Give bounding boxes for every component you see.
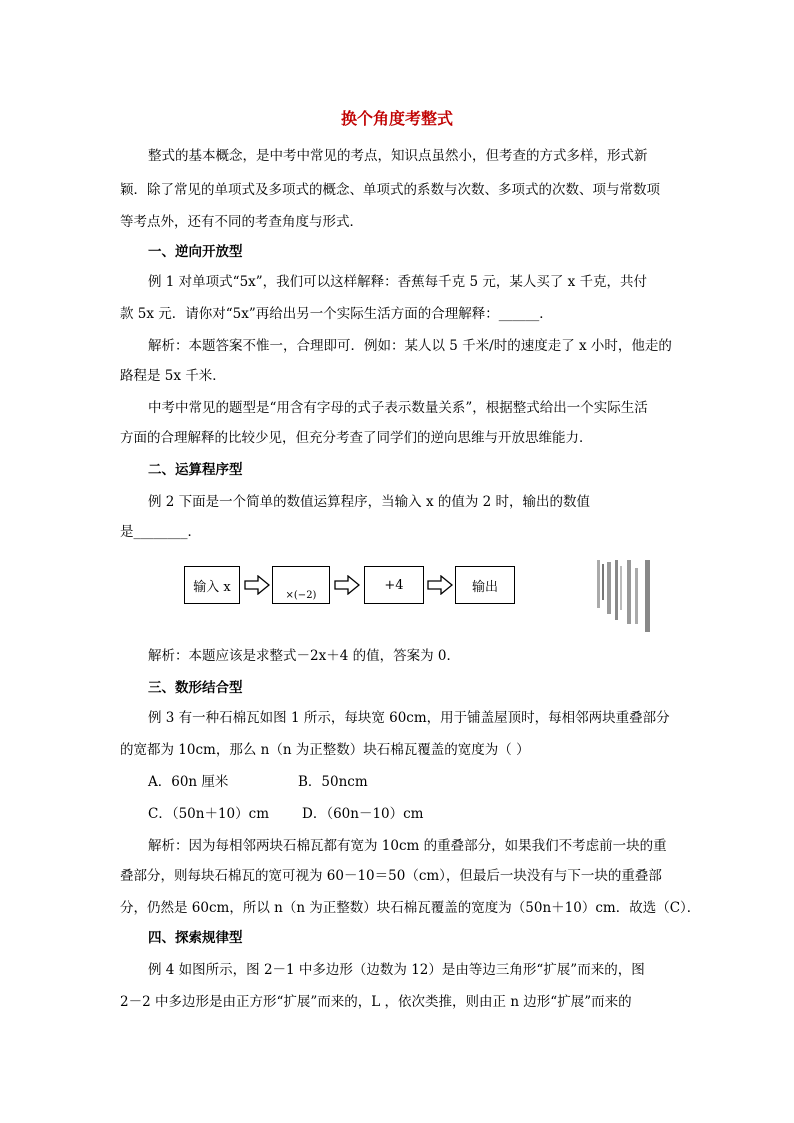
flow-arrow-icon bbox=[244, 575, 270, 595]
flow-add-label: +4 bbox=[384, 577, 404, 593]
example2-line-2: 是________． bbox=[120, 524, 201, 540]
intro-line-1: 整式的基本概念，是中考中常见的考点，知识点虽然小，但考查的方式多样，形式新 bbox=[148, 148, 648, 164]
example4-line-2: 2－2 中多边形是由正方形“扩展”而来的，L ，依次类推，则由正 n 边形“扩展”而来的 bbox=[120, 994, 632, 1010]
flow-multiply-label: ×(−2) bbox=[285, 590, 317, 601]
example4-line-1: 例 4 如图所示，图 2－1 中多边形（边数为 12）是由等边三角形“扩展”而来的，图 bbox=[148, 962, 645, 978]
section2-heading: 二、运算程序型 bbox=[148, 462, 243, 478]
flow-output-box bbox=[455, 566, 515, 604]
section3-heading: 三、数形结合型 bbox=[148, 680, 243, 696]
intro-line-3: 等考点外，还有不同的考查角度与形式． bbox=[120, 214, 363, 230]
example1-line-2: 款 5x 元．请你对“5x”再给出另一个实际生活方面的合理解释：______． bbox=[120, 306, 553, 322]
flow-multiply-box bbox=[272, 566, 330, 604]
section4-heading: 四、探索规律型 bbox=[148, 930, 243, 946]
flow-output-label: 输出 bbox=[471, 579, 498, 595]
scan-artifact-image bbox=[595, 560, 655, 632]
comment1-line-2: 方面的合理解释的比较少见，但充分考查了同学们的逆向思维与开放思维能力． bbox=[120, 430, 593, 446]
option-b: B．50ncm bbox=[298, 774, 368, 790]
analysis1-line-1: 解析：本题答案不惟一，合理即可．例如：某人以 5 千米/时的速度走了 x 小时，他走的 bbox=[148, 338, 672, 354]
intro-line-2: 颖．除了常见的单项式及多项式的概念、单项式的系数与次数、多项式的次数、项与常数项 bbox=[120, 182, 660, 198]
option-a: A．60n 厘米 bbox=[148, 774, 229, 790]
flow-arrow-icon bbox=[334, 575, 360, 595]
analysis1-line-2: 路程是 5x 千米． bbox=[120, 368, 226, 384]
analysis3-line-3: 分，仍然是 60cm，所以 n（n 为正整数）块石棉瓦覆盖的宽度为（50n＋10）cm．故选（C）． bbox=[120, 900, 701, 916]
flow-input-box bbox=[184, 566, 240, 604]
section1-heading: 一、逆向开放型 bbox=[148, 244, 243, 260]
example1-line-1: 例 1 对单项式“5x”，我们可以这样解释：香蕉每千克 5 元，某人买了 x 千克，共付 bbox=[148, 274, 648, 290]
example2-line-1: 例 2 下面是一个简单的数值运算程序，当输入 x 的值为 2 时，输出的数值 bbox=[148, 494, 591, 510]
example3-line-2: 的宽都为 10cm，那么 n（n 为正整数）块石棉瓦覆盖的宽度为（ ） bbox=[120, 742, 530, 758]
flow-add-box bbox=[364, 566, 424, 604]
example3-line-1: 例 3 有一种石棉瓦如图 1 所示，每块宽 60cm，用于铺盖屋顶时，每相邻两块重叠部分 bbox=[148, 710, 670, 726]
analysis2: 解析：本题应该是求整式－2x＋4 的值，答案为 0． bbox=[148, 648, 460, 664]
option-c: C．（50n＋10）cm bbox=[148, 806, 269, 822]
option-d: D．（60n－10）cm bbox=[302, 806, 424, 822]
flow-input-label: 输入 x bbox=[193, 579, 231, 595]
flow-arrow-icon bbox=[427, 575, 453, 595]
page-title: 换个角度考整式 bbox=[340, 109, 453, 128]
analysis3-line-1: 解析：因为每相邻两块石棉瓦都有宽为 10cm 的重叠部分，如果我们不考虑前一块的重 bbox=[148, 838, 667, 854]
comment1-line-1: 中考中常见的题型是“用含有字母的式子表示数量关系”，根据整式给出一个实际生活 bbox=[148, 400, 648, 416]
analysis3-line-2: 叠部分，则每块石棉瓦的宽可视为 60－10＝50（cm），但最后一块没有与下一块的重叠部 bbox=[120, 868, 662, 884]
